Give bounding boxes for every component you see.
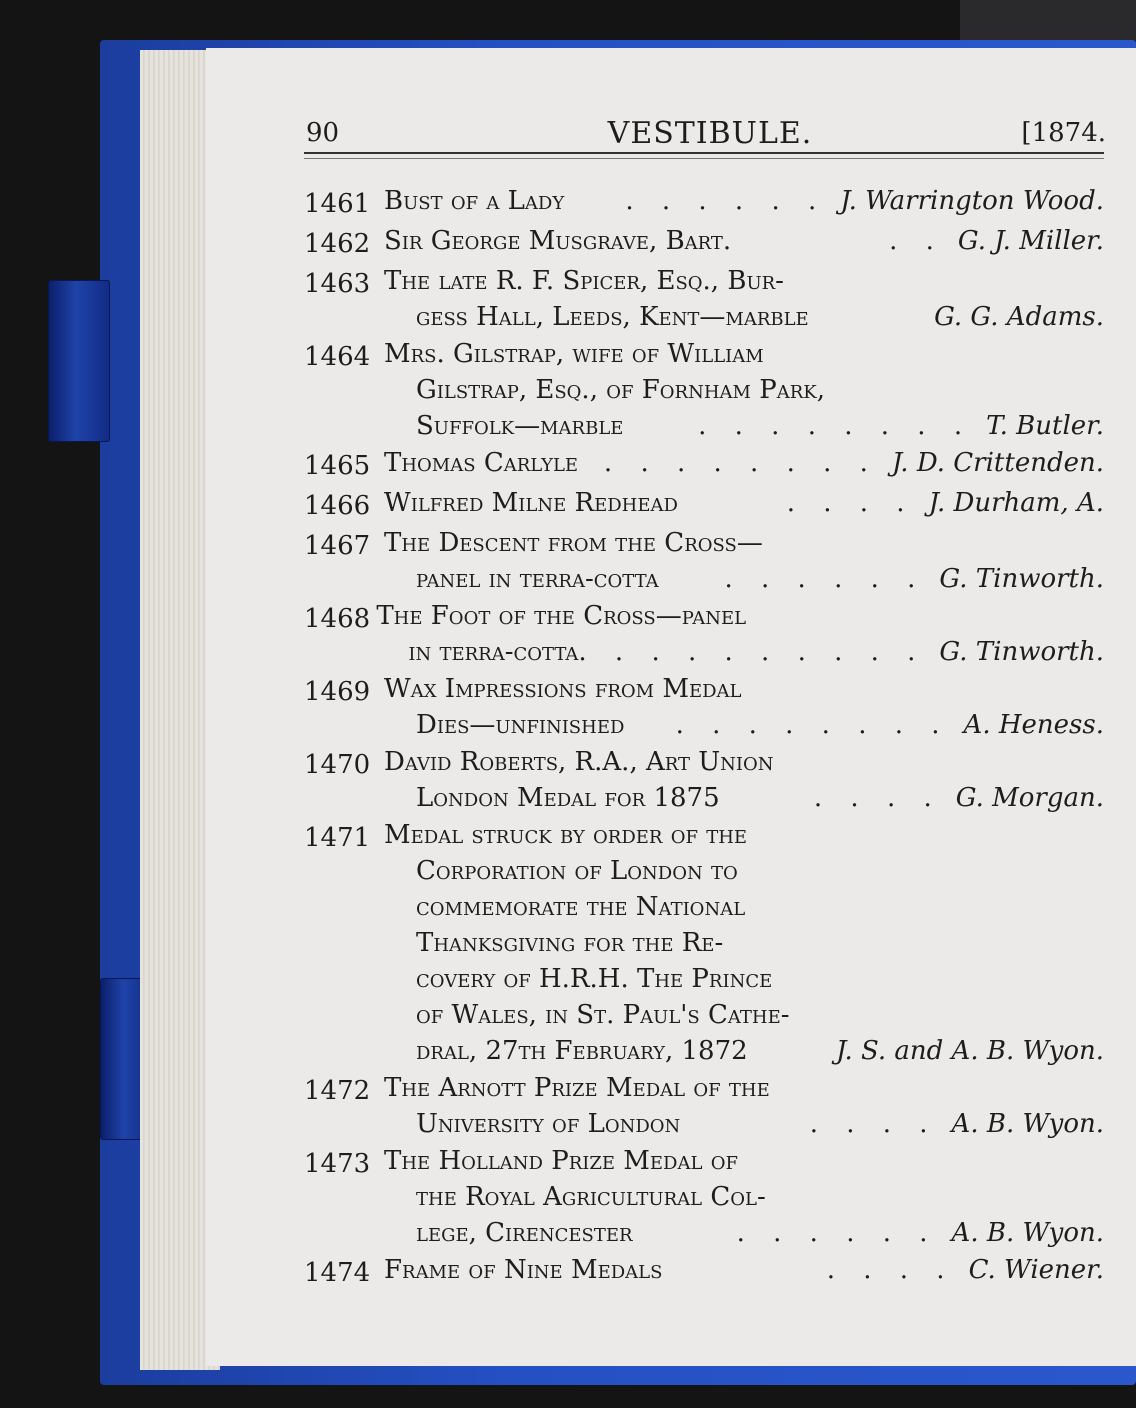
- entry-body: [384, 223, 1104, 262]
- entry-number: 1461: [304, 189, 371, 219]
- header-rule-thin: [304, 158, 1104, 159]
- entry-line: [384, 925, 1104, 961]
- entry-line: [384, 817, 1104, 853]
- entry-line: [384, 1215, 1104, 1251]
- catalogue-entry: [304, 744, 1104, 816]
- catalogue-entry: [304, 336, 1104, 444]
- entry-title-text: the Royal Agricultural Col-: [416, 1182, 766, 1212]
- leader-dots: . . . . . . . . . .: [578, 637, 926, 667]
- entry-title-text: University of London: [416, 1109, 681, 1139]
- entry-number: 1470: [304, 750, 371, 780]
- catalogue-entry: [304, 1252, 1104, 1291]
- entry-number: 1474: [304, 1258, 371, 1288]
- entry-body: [384, 744, 1104, 816]
- entry-line: [384, 853, 1104, 889]
- year-marker: [1874.: [1021, 118, 1106, 148]
- catalogue-entry: [304, 525, 1104, 597]
- entry-body: [384, 1070, 1104, 1142]
- entry-number: 1467: [304, 531, 371, 561]
- entry-number: 1465: [304, 451, 371, 481]
- artist-name: G. Tinworth.: [939, 637, 1104, 667]
- catalogue-entry: [304, 1070, 1104, 1142]
- entry-body: [384, 817, 1104, 1069]
- entry-title-text: Mrs. Gilstrap, wife of William: [384, 339, 764, 369]
- artist-name: J. Warrington Wood.: [840, 186, 1104, 216]
- entry-body: [384, 485, 1104, 524]
- catalogue-entry: [304, 817, 1104, 1069]
- clasp-top: [48, 280, 110, 442]
- entry-number: 1469: [304, 677, 371, 707]
- artist-name: J. D. Crittenden.: [891, 448, 1104, 478]
- entry-line: [384, 889, 1104, 925]
- entry-title-text: Medal struck by order of the: [384, 820, 748, 850]
- entry-number: 1473: [304, 1149, 371, 1179]
- entry-title-text: The Holland Prize Medal of: [384, 1146, 738, 1176]
- entry-body: [384, 183, 1104, 222]
- entry-title-text: panel in terra-cotta: [416, 564, 659, 594]
- leader-dots: . . . .: [813, 783, 942, 813]
- entry-body: [384, 263, 1104, 335]
- entry-number: 1472: [304, 1076, 371, 1106]
- entry-body: [384, 671, 1104, 743]
- entry-line: [376, 598, 1104, 634]
- artist-name: A. Heness.: [963, 710, 1104, 740]
- artist-name: G. Tinworth.: [939, 564, 1104, 594]
- entry-body: [384, 336, 1104, 444]
- entry-line: [384, 744, 1104, 780]
- entry-number: 1468: [304, 604, 371, 634]
- artist-name: G. G. Adams.: [934, 302, 1104, 332]
- entry-line: [384, 707, 1104, 743]
- catalogue-entry: [304, 445, 1104, 484]
- entry-line: [384, 445, 1104, 481]
- entry-number: 1463: [304, 269, 371, 299]
- entry-title-text: dral, 27th February, 1872: [416, 1036, 748, 1066]
- entry-title-text: Wax Impressions from Medal: [384, 674, 742, 704]
- entry-title-text: London Medal for 1875: [416, 783, 720, 813]
- entry-title-text: The Foot of the Cross—panel: [376, 601, 747, 631]
- entry-title-text: David Roberts, R.A., Art Union: [384, 747, 774, 777]
- leader-dots: . . . . . . . .: [675, 710, 950, 740]
- artist-name: C. Wiener.: [968, 1255, 1104, 1285]
- entry-line: [384, 671, 1104, 707]
- section-title: VESTIBULE.: [607, 116, 813, 151]
- artist-name: A. B. Wyon.: [951, 1218, 1104, 1248]
- leader-dots: . .: [889, 226, 944, 256]
- entry-number: 1464: [304, 342, 371, 372]
- leader-dots: . . . . . . . .: [603, 448, 878, 478]
- leader-dots: . . . .: [786, 488, 915, 518]
- entry-title-text: commemorate the National: [416, 892, 746, 922]
- leader-dots: . . . .: [809, 1109, 938, 1139]
- catalogue-entry: [304, 671, 1104, 743]
- entry-line: [384, 1143, 1104, 1179]
- entry-line: [384, 1070, 1104, 1106]
- entry-title-text: Suffolk—marble: [416, 411, 624, 441]
- artist-name: T. Butler.: [986, 411, 1104, 441]
- entry-number: 1471: [304, 823, 371, 853]
- entry-number: 1466: [304, 491, 371, 521]
- entry-title-text: Thomas Carlyle: [384, 448, 579, 478]
- entry-body: [384, 445, 1104, 484]
- catalogue-entry: [304, 485, 1104, 524]
- entry-line: [384, 1033, 1104, 1069]
- entry-line: [384, 1106, 1104, 1142]
- entry-title-text: gess Hall, Leeds, Kent—marble: [416, 302, 809, 332]
- entry-line: [384, 1252, 1104, 1288]
- entry-title-text: in terra-cotta: [408, 637, 579, 667]
- artist-name: J. S. and A. B. Wyon.: [836, 1036, 1104, 1066]
- catalogue-entry: [304, 1143, 1104, 1251]
- entry-title-text: Thanksgiving for the Re-: [416, 928, 724, 958]
- entry-title-text: The Arnott Prize Medal of the: [384, 1073, 770, 1103]
- leader-dots: . . . . . . . .: [698, 411, 973, 441]
- entry-body: [384, 525, 1104, 597]
- entry-title-text: Corporation of London to: [416, 856, 738, 886]
- entry-body: [376, 598, 1104, 670]
- entry-line: [384, 299, 1104, 335]
- entry-line: [384, 408, 1104, 444]
- entry-title-text: Gilstrap, Esq., of Fornham Park,: [416, 375, 825, 405]
- header-rule: [304, 152, 1104, 154]
- leader-dots: . . . . . .: [724, 564, 926, 594]
- entry-title-text: Wilfred Milne Redhead: [384, 488, 678, 518]
- entry-title-text: Bust of a Lady: [384, 186, 565, 216]
- page-number: 90: [306, 118, 340, 148]
- entry-line: [384, 336, 1104, 372]
- artist-name: G. Morgan.: [955, 783, 1104, 813]
- catalogue-entry: [304, 183, 1104, 222]
- entry-title-text: The Descent from the Cross—: [384, 528, 763, 558]
- entry-title-text: Frame of Nine Medals: [384, 1255, 663, 1285]
- entry-title-text: Sir George Musgrave, Bart.: [384, 226, 732, 256]
- leader-dots: . . . . . .: [736, 1218, 938, 1248]
- artist-name: G. J. Miller.: [957, 226, 1104, 256]
- entry-line: [384, 525, 1104, 561]
- entry-line: [384, 961, 1104, 997]
- entry-title-text: of Wales, in St. Paul's Cathe-: [416, 1000, 790, 1030]
- entry-line: [384, 780, 1104, 816]
- entry-title-text: Dies—unfinished: [416, 710, 625, 740]
- entry-line: [384, 263, 1104, 299]
- entry-body: [384, 1252, 1104, 1291]
- entry-line: [384, 485, 1104, 521]
- entry-number: 1462: [304, 229, 371, 259]
- entry-body: [384, 1143, 1104, 1251]
- entry-line: [384, 1179, 1104, 1215]
- entry-line: [384, 561, 1104, 597]
- catalogue-entry: [304, 223, 1104, 262]
- catalogue-entry: [304, 263, 1104, 335]
- artist-name: J. Durham, A.: [928, 488, 1104, 518]
- catalogue-entries: [304, 183, 1104, 1292]
- entry-line: [376, 634, 1104, 670]
- leader-dots: . . . . . .: [625, 186, 827, 216]
- catalogue-entry: [304, 598, 1104, 670]
- entry-title-text: covery of H.R.H. The Prince: [416, 964, 773, 994]
- entry-line: [384, 372, 1104, 408]
- leader-dots: . . . .: [826, 1255, 955, 1285]
- entry-line: [384, 183, 1104, 219]
- artist-name: A. B. Wyon.: [951, 1109, 1104, 1139]
- entry-title-text: lege, Cirencester: [416, 1218, 633, 1248]
- book-page: [206, 48, 1136, 1366]
- entry-line: [384, 223, 1104, 259]
- entry-title-text: The late R. F. Spicer, Esq., Bur-: [384, 266, 784, 296]
- entry-line: [384, 997, 1104, 1033]
